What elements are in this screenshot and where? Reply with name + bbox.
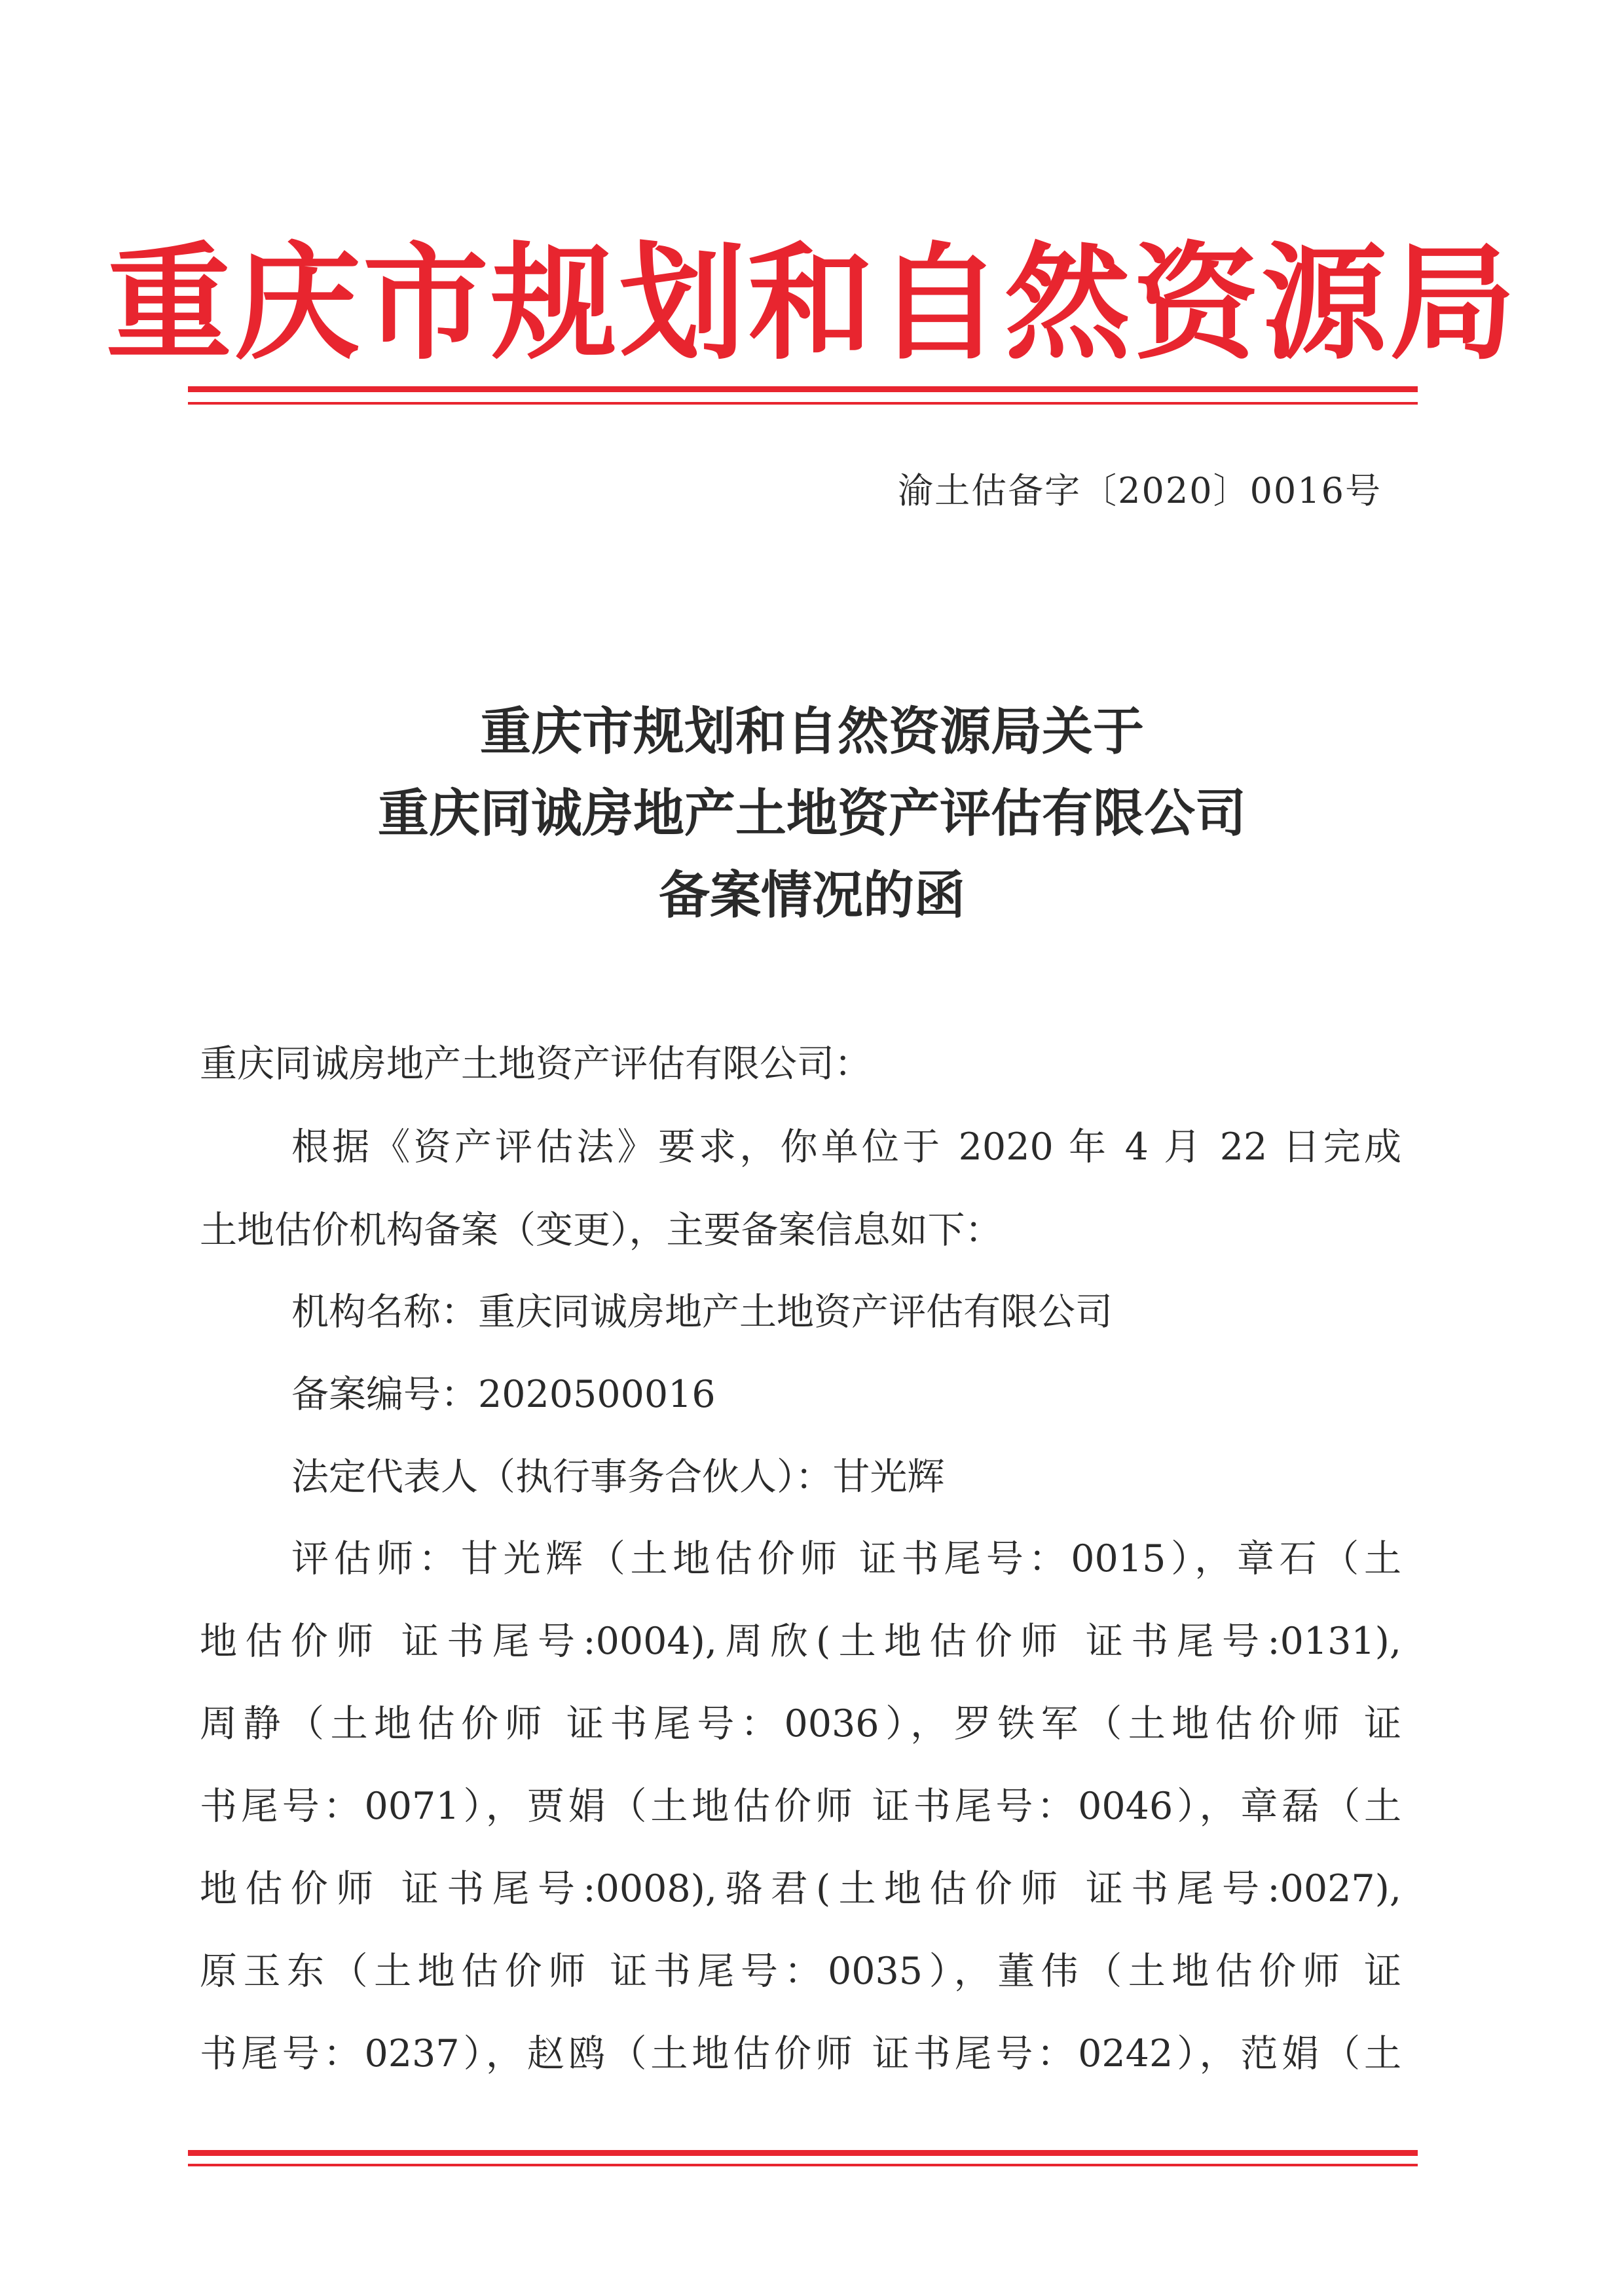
appraisers-line: 评估师：甘光辉（土地估价师 证书尾号：0015），章石（土 [291,1537,1401,1580]
subject-line-2: 重庆同诚房地产土地资产评估有限公司 [377,784,1246,843]
paragraph-line: 根据《资产评估法》要求，你单位于 2020 年 4 月 22 日完成 [291,1125,1401,1169]
paragraph-line: 土地估价机构备案（变更），主要备案信息如下： [200,1209,1003,1252]
footer-rule-thin [188,2164,1418,2166]
salutation: 重庆同诚房地产土地资产评估有限公司： [200,1042,872,1085]
document-number: 渝土估备字〔2020〕0016号 [898,470,1382,511]
appraisers-line: 地估价师 证书尾号:0004),周欣(土地估价师 证书尾号:0131), [200,1620,1401,1663]
issuer-letterhead: 重庆市规划和自然资源局 [106,231,1518,377]
appraisers-line: 周静（土地估价师 证书尾号：0036），罗铁军（土地估价师 证 [200,1702,1401,1745]
appraisers-line: 书尾号：0071），贾娟（土地估价师 证书尾号：0046），章磊（土 [200,1785,1401,1828]
subject-line-3: 备案情况的函 [658,866,965,925]
appraisers-line: 原玉东（土地估价师 证书尾号：0035），董伟（土地估价师 证 [200,1950,1401,1993]
header-rule-thick [188,386,1418,392]
org-name-field: 机构名称：重庆同诚房地产土地资产评估有限公司 [291,1290,1113,1334]
legal-representative-field: 法定代表人（执行事务合伙人）：甘光辉 [291,1455,945,1499]
appraisers-line: 书尾号：0237），赵鸥（土地估价师 证书尾号：0242），范娟（土 [200,2032,1401,2075]
appraisers-line: 地估价师 证书尾号:0008),骆君(土地估价师 证书尾号:0027), [200,1867,1401,1910]
header-rule-thin [188,402,1418,405]
footer-rule-thick [188,2150,1418,2156]
subject-line-1: 重庆市规划和自然资源局关于 [479,702,1144,761]
filing-number-field: 备案编号：2020500016 [291,1373,716,1416]
